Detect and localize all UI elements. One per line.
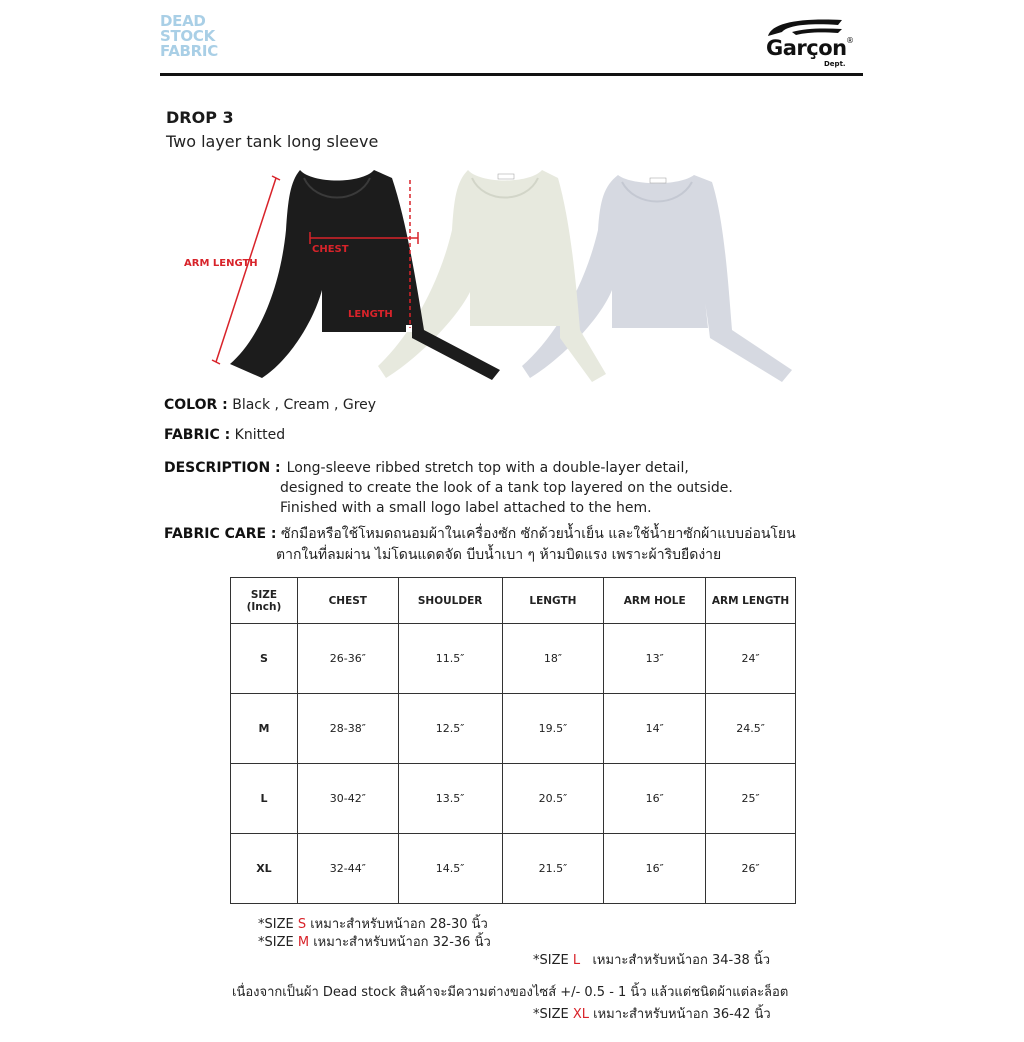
- size-notes-left: [258, 916, 491, 952]
- dept-label: Dept.: [824, 60, 846, 68]
- table-cell: 13.5″: [398, 764, 502, 834]
- table-cell: 21.5″: [502, 834, 604, 904]
- table-header: CHEST: [297, 578, 398, 624]
- table-cell: 14.5″: [398, 834, 502, 904]
- footer-note: เนื่องจากเป็นผ้า Dead stock สินค้าจะมีความต่างของไซส์ +/- 0.5 - 1 นิ้ว แล้วแต่ชนิดผ้าแต่ละล็อต: [232, 985, 789, 1000]
- fabric-spec: [164, 427, 285, 443]
- note-size: S: [297, 917, 307, 932]
- dead-stock-fabric-logo: [160, 14, 218, 59]
- table-cell: 28-38″: [297, 694, 398, 764]
- note-text: เหมาะสำหรับหน้าอก 36-42 นิ้ว: [589, 1007, 771, 1022]
- table-cell: 26-36″: [297, 624, 398, 694]
- garcon-wordmark: Garçon: [766, 36, 847, 60]
- logo-line: DEAD: [160, 12, 206, 30]
- table-cell: 14″: [604, 694, 706, 764]
- logo-line: FABRIC: [160, 42, 218, 60]
- note-prefix: *SIZE: [533, 1007, 573, 1022]
- description-spec: [164, 458, 733, 518]
- size-note: [533, 1006, 771, 1024]
- note-prefix: *SIZE: [533, 953, 573, 968]
- chest-label: CHEST: [312, 244, 349, 255]
- table-row: [231, 624, 796, 694]
- registered-mark: ®: [846, 36, 854, 45]
- fabric-label: FABRIC :: [164, 427, 231, 443]
- length-label: LENGTH: [348, 309, 393, 320]
- table-cell: 30-42″: [297, 764, 398, 834]
- table-cell: L: [231, 764, 298, 834]
- table-row: [231, 764, 796, 834]
- garcon-logo: [762, 16, 858, 72]
- note-text: เหมาะสำหรับหน้าอก 34-38 นิ้ว: [580, 953, 771, 968]
- table-cell: 24.5″: [706, 694, 796, 764]
- description-line: Long-sleeve ribbed stretch top with a double-layer detail,: [286, 460, 689, 476]
- care-label: FABRIC CARE :: [164, 526, 277, 542]
- size-note: [258, 934, 491, 952]
- table-cell: 19.5″: [502, 694, 604, 764]
- product-photo: [180, 160, 820, 390]
- table-cell: S: [231, 624, 298, 694]
- size-note: [533, 952, 771, 970]
- note-text: เหมาะสำหรับหน้าอก 32-36 นิ้ว: [309, 935, 491, 950]
- table-header: ARM HOLE: [604, 578, 706, 624]
- table-cell: XL: [231, 834, 298, 904]
- note-text: เหมาะสำหรับหน้าอก 28-30 นิ้ว: [306, 917, 488, 932]
- table-row: [231, 694, 796, 764]
- table-cell: 12.5″: [398, 694, 502, 764]
- size-table: [230, 577, 796, 904]
- color-label: COLOR :: [164, 397, 228, 413]
- table-cell: 16″: [604, 834, 706, 904]
- size-notes-right: [533, 916, 771, 1042]
- description-line: designed to create the look of a tank top layered on the outside.: [280, 480, 733, 496]
- note-size: L: [572, 953, 581, 968]
- table-header: SHOULDER: [398, 578, 502, 624]
- table-row: [231, 834, 796, 904]
- table-header: ARM LENGTH: [706, 578, 796, 624]
- table-cell: 25″: [706, 764, 796, 834]
- table-cell: 32-44″: [297, 834, 398, 904]
- table-cell: M: [231, 694, 298, 764]
- table-cell: 20.5″: [502, 764, 604, 834]
- description-line: Finished with a small logo label attached to the hem.: [280, 500, 652, 516]
- table-cell: 18″: [502, 624, 604, 694]
- table-cell: 11.5″: [398, 624, 502, 694]
- fabric-care-spec: [164, 524, 796, 566]
- color-value: Black , Cream , Grey: [232, 397, 377, 413]
- care-line: ซักมือหรือใช้โหมดถนอมผ้าในเครื่องซัก ซักด้วยน้ำเย็น และใช้น้ำยาซักผ้าแบบอ่อนโยน: [280, 526, 796, 542]
- care-line: ตากในที่ลมผ่าน ไม่โดนแดดจัด บีบน้ำเบา ๆ ห้ามบิดแรง เพราะผ้าริบยืดง่าย: [276, 547, 722, 563]
- table-cell: 16″: [604, 764, 706, 834]
- note-prefix: *SIZE: [258, 917, 298, 932]
- logo-line: STOCK: [160, 27, 215, 45]
- table-header: LENGTH: [502, 578, 604, 624]
- description-label: DESCRIPTION :: [164, 460, 281, 476]
- note-prefix: *SIZE: [258, 935, 298, 950]
- size-note: [258, 916, 491, 934]
- table-header: SIZE (Inch): [231, 578, 298, 624]
- table-cell: 13″: [604, 624, 706, 694]
- fabric-value: Knitted: [234, 427, 286, 443]
- product-title: Two layer tank long sleeve: [166, 132, 379, 151]
- table-cell: 24″: [706, 624, 796, 694]
- color-spec: [164, 397, 376, 413]
- note-size: XL: [572, 1007, 589, 1022]
- arm-length-label: ARM LENGTH: [184, 258, 258, 269]
- table-header-row: [231, 578, 796, 624]
- table-cell: 26″: [706, 834, 796, 904]
- note-size: M: [297, 935, 310, 950]
- header-divider: [160, 73, 863, 76]
- drop-title: DROP 3: [166, 108, 234, 127]
